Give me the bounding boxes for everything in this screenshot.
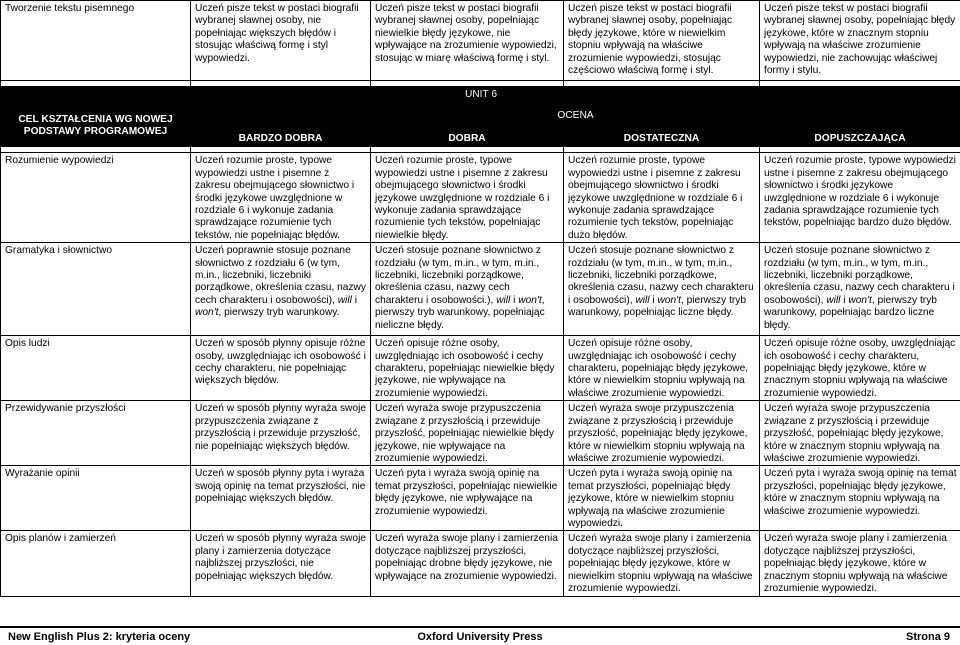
cell-bardzo-dobra: Uczeń w sposób płynny wyraża swoje przypuszczenia związane z przyszłością i przewiduje przyszłość, nie popełniając większych błędów.: [191, 401, 371, 466]
cell-dostateczna: Uczeń pisze tekst w postaci biografii wybranej sławnej osoby, popełniając błędy językowe, które w niewielkim stopniu wpływają na właściwe zrozumienie wypowiedzi, stosując częściowo właściwą formę i styl.: [564, 1, 760, 81]
cell-dostateczna: Uczeń opisuje różne osoby, uwzględniając ich osobowość i cechy charakteru, popełniając błędy językowe, które w niewielkim stopniu wpływają na właściwe zrozumienie wypowiedzi.: [564, 336, 760, 401]
cell-dobra: Uczeń pisze tekst w postaci biografii wybranej sławnej osoby, popełniając niewielkie błędy językowe, nie wpływające na zrozumienie wypowiedzi, stosując w miarę właściwą formę i styl.: [371, 1, 564, 81]
header-row: [1, 106, 960, 131]
cell-dostateczna: Uczeń wyraża swoje przypuszczenia związane z przyszłością i przewiduje przyszłość, popełniając błędy językowe, które w niewielkim stopniu wpływają na właściwe zrozumienie wypowiedzi.: [564, 401, 760, 466]
row-gramatyka: [1, 243, 960, 336]
ocena-header: OCENA: [191, 106, 960, 131]
unit-title: UNIT 6: [1, 87, 960, 106]
cell-dopuszczajaca: Uczeń rozumie proste, typowe wypowiedzi ustne i pisemne z zakresu obejmującego słownictwo i środki językowe uwzględnione w rozdziale 6 i wykonuje zadania sprawdzające rozumienie tych tekstów, popełniając bardzo dużo błędów.: [760, 153, 960, 243]
row-label: Opis ludzi: [1, 336, 191, 401]
row-label: Rozumienie wypowiedzi: [1, 153, 191, 243]
cell-bardzo-dobra: Uczeń rozumie proste, typowe wypowiedzi ustne i pisemne z zakresu obejmującego słownictwo i środki językowe uwzględnione w rozdziale 6 i wykonuje zadania sprawdzające rozumienie tych tekstów, nie popełniając błędów.: [191, 153, 371, 243]
cell-dobra: Uczeń wyraża swoje przypuszczenia związane z przyszłością i przewiduje przyszłość, popełniając niewielkie błędy językowe, nie wpływające na zrozumienie wypowiedzi.: [371, 401, 564, 466]
level-dobra: DOBRA: [371, 131, 564, 147]
cell-dobra: Uczeń opisuje różne osoby, uwzględniając ich osobowość i cechy charakteru, popełniając niewielkie błędy językowe, nie wpływające na zrozumienie wypowiedzi.: [371, 336, 564, 401]
footer-title: New English Plus 2: kryteria oceny: [8, 629, 190, 645]
row-opis-planow: [1, 531, 960, 597]
unit-banner: [1, 87, 960, 106]
level-dostateczna: DOSTATECZNA: [564, 131, 760, 147]
cell-bardzo-dobra: Uczeń pisze tekst w postaci biografii wybranej sławnej osoby, nie popełniając większych błędów i stosując właściwą formę i styl wypowiedzi.: [191, 1, 371, 81]
row-tworzenie-tekstu: [1, 1, 960, 81]
row-label: Opis planów i zamierzeń: [1, 531, 191, 597]
row-label: Wyrażanie opinii: [1, 466, 191, 531]
level-dopuszczajaca: DOPUSZCZAJĄCA: [760, 131, 960, 147]
cell-dostateczna: Uczeń wyraża swoje plany i zamierzenia dotyczące najbliższej przyszłości, popełniając błędy językowe, które w niewielkim stopniu wpływają na właściwe zrozumienie wypowiedzi.: [564, 531, 760, 597]
cell-dobra: Uczeń rozumie proste, typowe wypowiedzi ustne i pisemne z zakresu obejmującego słownictwo i środki językowe uwzględnione w rozdziale 6 i wykonuje zadania sprawdzające rozumienie tych tekstów, popełniając niewielkie błędy.: [371, 153, 564, 243]
cell-dostateczna: Uczeń pyta i wyraża swoją opinię na temat przyszłości, popełniając błędy językowe, które w niewielkim stopniu wpływają na właściwe zrozumienie wypowiedzi.: [564, 466, 760, 531]
footer-page-number: Strona 9: [906, 629, 950, 645]
row-przewidywanie: [1, 401, 960, 466]
cell-dopuszczajaca: Uczeń pyta i wyraża swoją opinię na temat przyszłości, popełniając błędy językowe, które w znacznym stopniu wpływają na właściwe zrozumienie wypowiedzi.: [760, 466, 960, 531]
cell-dopuszczajaca: Uczeń wyraża swoje plany i zamierzenia dotyczące najbliższej przyszłości, popełniając błędy językowe, które w znacznym stopniu wpływają na właściwe zrozumienie wypowiedzi.: [760, 531, 960, 597]
row-label: Przewidywanie przyszłości: [1, 401, 191, 466]
page-footer: [0, 626, 960, 645]
cel-ksztalcenia-header: CEL KSZTAŁCENIA WG NOWEJ PODSTAWY PROGRAMOWEJ: [1, 106, 191, 147]
cell-bardzo-dobra: Uczeń w sposób płynny opisuje różne osoby, uwzględniając ich osobowość i cechy charakteru, nie popełniając większych błędów.: [191, 336, 371, 401]
cell-dopuszczajaca: Uczeń stosuje poznane słownictwo z rozdziału (w tym, m.in., w tym, m.in., liczebniki, liczebniki porządkowe, określenia czasu, nazwy cech charakteru i osobowości), will i won't, pierwszy tryb warunkowy, popełniając bardzo liczne błędy.: [760, 243, 960, 336]
row-wyrazanie-opinii: [1, 466, 960, 531]
cell-dostateczna: Uczeń stosuje poznane słownictwo z rozdziału (w tym, m.in., w tym, m.in., liczebniki, liczebniki porządkowe, określenia czasu, nazwy cech charakteru i osobowości), will i won't, pierwszy tryb warunkowy, popełniając liczne błędy.: [564, 243, 760, 336]
row-opis-ludzi: [1, 336, 960, 401]
cell-dopuszczajaca: Uczeń wyraża swoje przypuszczenia związane z przyszłością i przewiduje przyszłość, popełniając błędy językowe, które w znacznym stopniu wpływają na właściwe zrozumienie wypowiedzi.: [760, 401, 960, 466]
row-label: Gramatyka i słownictwo: [1, 243, 191, 336]
cell-dobra: Uczeń stosuje poznane słownictwo z rozdziału (w tym, m.in., w tym, m.in., liczebniki, liczebniki porządkowe, określenia czasu, nazwy cech charakteru i osobowości.), will i won't, pierwszy tryb warunkowy, popełniając nieliczne błędy.: [371, 243, 564, 336]
level-bardzo-dobra: BARDZO DOBRA: [191, 131, 371, 147]
cell-dopuszczajaca: Uczeń pisze tekst w postaci biografii wybranej sławnej osoby, popełniając błędy językowe, które w znacznym stopniu wpływają na właściwe zrozumienie wypowiedzi, nie zachowując właściwej formy i stylu.: [760, 1, 960, 81]
cell-dostateczna: Uczeń rozumie proste, typowe wypowiedzi ustne i pisemne z zakresu obejmującego słownictwo i środki językowe uwzględnione w rozdziale 6 i wykonuje zadania sprawdzające rozumienie tych tekstów, popełniając dużo błędów.: [564, 153, 760, 243]
cell-dobra: Uczeń wyraża swoje plany i zamierzenia dotyczące najbliższej przyszłości, popełniając drobne błędy językowe, nie wpływające na zrozumienie wypowiedzi.: [371, 531, 564, 597]
cell-dobra: Uczeń pyta i wyraża swoją opinię na temat przyszłości, popełniając niewielkie błędy językowe, nie wpływające na zrozumienie wypowiedzi.: [371, 466, 564, 531]
row-label: Tworzenie tekstu pisemnego: [1, 1, 191, 81]
cell-bardzo-dobra: Uczeń w sposób płynny pyta i wyraża swoją opinię na temat przyszłości, nie popełniając większych błędów.: [191, 466, 371, 531]
cell-bardzo-dobra: Uczeń w sposób płynny wyraża swoje plany i zamierzenia dotyczące najbliższej przyszłości, nie popełniając większych błędów.: [191, 531, 371, 597]
cell-dopuszczajaca: Uczeń opisuje różne osoby, uwzględniając ich osobowość i cechy charakteru, popełniając błędy językowe, które w znacznym stopniu wpływają na właściwe zrozumienie wypowiedzi.: [760, 336, 960, 401]
row-rozumienie: [1, 153, 960, 243]
cell-bardzo-dobra: Uczeń poprawnie stosuje poznane słownictwo z rozdziału 6 (w tym, m.in., liczebniki, liczebniki porządkowe, określenia czasu, nazwy cech charakteru i osobowości), will i won't, pierwszy tryb warunkowy.: [191, 243, 371, 336]
footer-publisher: Oxford University Press: [0, 629, 960, 645]
